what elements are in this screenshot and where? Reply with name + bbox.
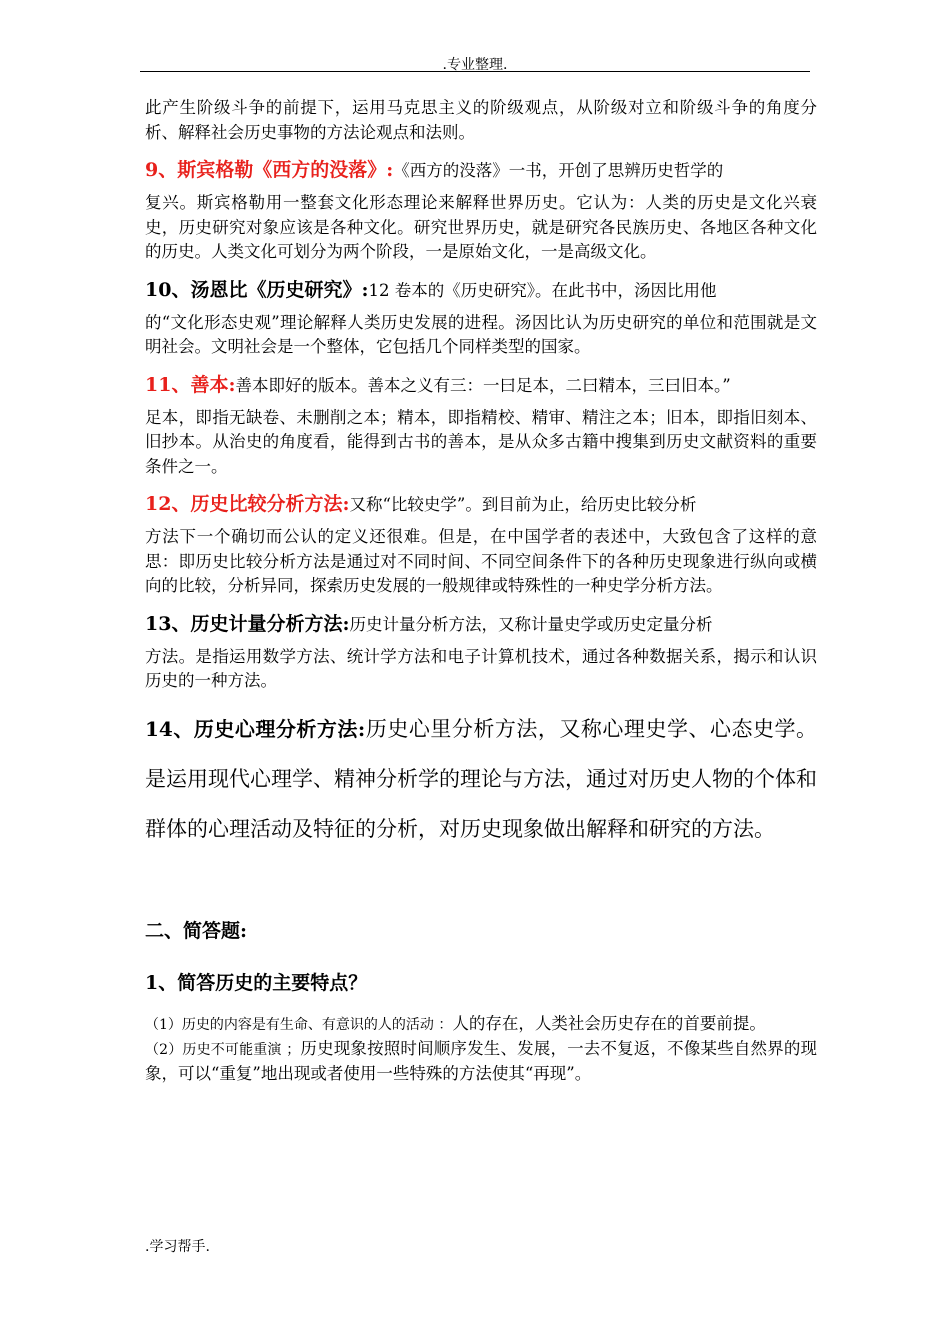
entry-13 xyxy=(145,609,817,694)
entry-heading: 12、历史比较分析方法: xyxy=(145,493,350,515)
entry-first-line: 历史计量分析方法，又称计量史学或历史定量分析 xyxy=(349,614,713,634)
entry-heading: 10、汤恩比《历史研究》: xyxy=(145,278,369,301)
section-title: 二、简答题: xyxy=(145,919,248,942)
entry-heading: 14、历史心理分析方法: xyxy=(145,716,366,741)
entry-9 xyxy=(145,155,817,265)
entry-10 xyxy=(145,275,817,360)
entry-heading: 11、善本: xyxy=(145,373,236,396)
header-rule xyxy=(140,71,810,72)
entry-heading: 9、斯宾格勒《西方的没落》: xyxy=(145,159,394,181)
entry-12 xyxy=(145,489,817,599)
entry-body: 足本，即指无缺卷、未删削之本；精本，即指精校、精审、精注之本；旧本，即指旧刻本、旧抄本。从治史的角度看，能得到古书的善本，是从众多古籍中搜集到历史文献资料的重要条件之一。 xyxy=(145,407,817,476)
entry-first-line: 又称“比较史学”。到目前为止，给历史比较分析 xyxy=(349,495,697,514)
answer-text: 历史现象按照时间顺序发生、发展，一去不复返，不像某些自然界的现象，可以“重复”地出现或者使用一些特殊的方法使其“再现”。 xyxy=(145,1038,818,1083)
entry-body: 复兴。斯宾格勒用一整套文化形态理论来解释世界历史。它认为：人类的历史是文化兴衰史，历史研究对象应该是各种文化。研究世界历史，就是研究各民族历史、各地区各种文化的历史。人类文化可划分为两个阶段，一是原始文化，一是高级文化。 xyxy=(145,193,817,261)
answer-item xyxy=(145,1037,817,1086)
answer-lead: （2）历史不可能重演 ； xyxy=(145,1041,301,1058)
entry-body: 方法下一个确切而公认的定义还很难。但是，在中国学者的表述中，大致包含了这样的意思：即历史比较分析方法是通过对不同时间、不同空间条件下的各种历史现象进行纵向或横向的比较，分析异同，探索历史发展的一般规律或特殊性的一种史学分析方法。 xyxy=(145,527,817,595)
entry-14 xyxy=(145,704,817,854)
entry-body: 的“文化形态史观”理论解释人类历史发展的进程。汤因比认为历史研究的单位和范围就是文明社会。文明社会是一个整体，它包括几个同样类型的国家。 xyxy=(145,312,817,356)
entry-body: 历史心里分析方法，又称心理史学、心态史学。是运用现代心理学、精神分析学的理论与方法，通过对历史人物的个体和群体的心理活动及特征的分析，对历史现象做出解释和研究的方法。 xyxy=(145,716,818,841)
entry-first-line: 12 卷本的《历史研究》。在此书中，汤因比用他 xyxy=(368,280,717,300)
answer-item xyxy=(145,1012,817,1037)
answer-list xyxy=(145,1012,817,1086)
question-title: 1、简答历史的主要特点？ xyxy=(145,971,368,994)
entry-heading: 13、历史计量分析方法: xyxy=(145,612,350,635)
page-footer: .学习帮手. xyxy=(145,1239,210,1255)
answer-lead: （1）历史的内容是有生命、有意识的人的活动 ： xyxy=(145,1016,453,1033)
entry-11 xyxy=(145,370,817,480)
entry-first-line: 《西方的没落》一书，开创了思辨历史哲学的 xyxy=(393,161,724,180)
entry-body: 方法。是指运用数学方法、统计学方法和电子计算机技术，通过各种数据关系，揭示和认识历史的一种方法。 xyxy=(145,646,817,690)
page-header: .专业整理. xyxy=(442,57,508,73)
intro-paragraph: 此产生阶级斗争的前提下，运用马克思主义的阶级观点，从阶级对立和阶级斗争的角度分析、解释社会历史事物的方法论观点和法则。 xyxy=(145,98,817,142)
answer-text: 人的存在，人类社会历史存在的首要前提。 xyxy=(452,1013,766,1033)
entry-first-line: 善本即好的版本。善本之义有三：一曰足本，二曰精本，三曰旧本。” xyxy=(235,375,731,395)
document-body xyxy=(145,96,817,1086)
